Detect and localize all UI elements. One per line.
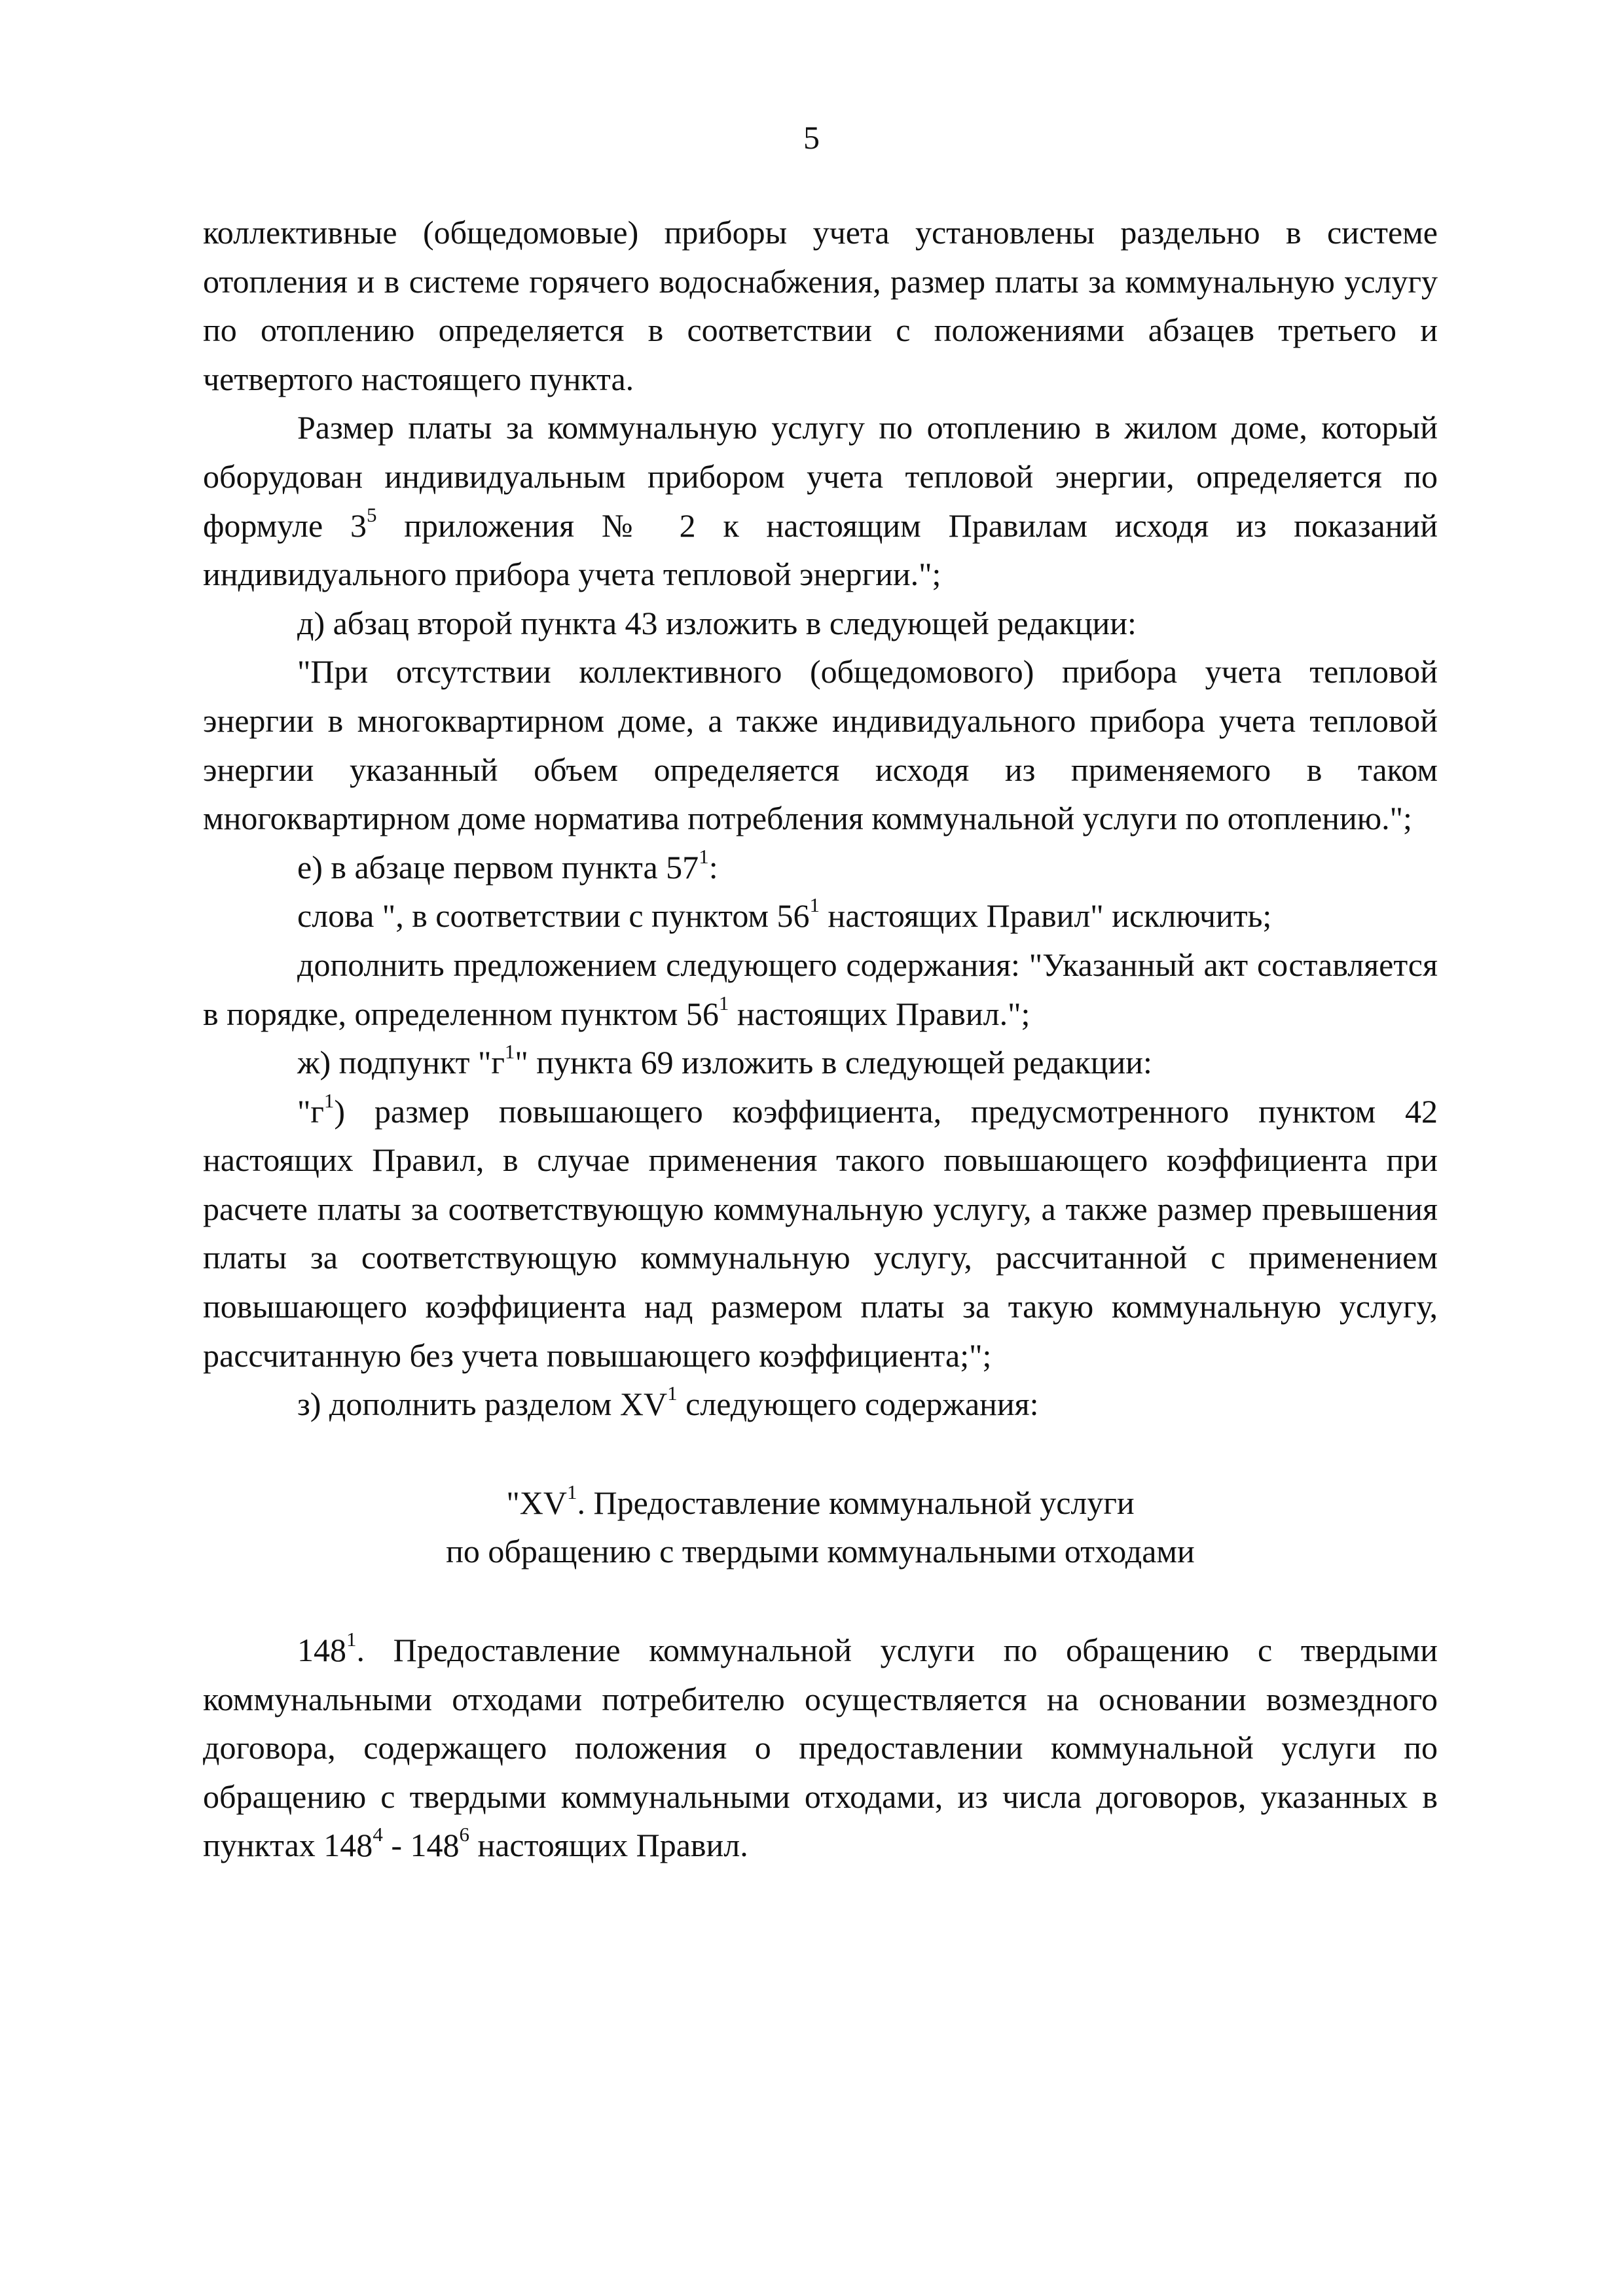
- paragraph-text: слова ", в соответствии с пунктом 56: [297, 897, 810, 935]
- superscript: 1: [667, 1382, 678, 1405]
- paragraph-item-e: [203, 843, 1438, 892]
- paragraph-item-e-words: [203, 891, 1438, 941]
- superscript: 1: [567, 1480, 577, 1503]
- paragraph-text: настоящих Правил.: [469, 1827, 748, 1864]
- paragraph-item-z: [203, 1380, 1438, 1429]
- page-number: 5: [803, 119, 820, 156]
- superscript: 1: [504, 1039, 515, 1063]
- paragraph-text: настоящих Правил" исключить;: [820, 897, 1272, 935]
- paragraph-text: "При отсутствии коллективного (общедомового) прибора учета тепловой энергии в многоквартирном доме, а также индивидуального прибора учета тепловой энергии указанный объем определяется исходя из применяемого в таком многоквартирном доме норматива потребления коммунальной услуги по отоплению.";: [203, 653, 1438, 837]
- paragraph-text: 148: [297, 1632, 346, 1669]
- paragraph-item-zh-text: [203, 1087, 1438, 1380]
- paragraph-text: дополнить предложением следующего содержания: "Указанный акт составляется в порядке, определенном пунктом 56: [203, 946, 1438, 1032]
- paragraph-item-e-supplement: [203, 941, 1438, 1038]
- paragraph-text: . Предоставление коммунальной услуги по обращению с твердыми коммунальными отходами потребителю осуществляется на основании возмездного договора, содержащего положения о предоставлении коммунальной услуги по обращению с твердыми коммунальными отходами, из числа договоров, указанных в пунктах 148: [203, 1632, 1438, 1864]
- paragraph-text: ) размер повышающего коэффициента, предусмотренного пунктом 42 настоящих Правил, в случае применения такого повышающего коэффициента при расчете платы за соответствующую коммунальную услугу, а также размер превышения платы за соответствующую коммунальную услугу, рассчитанной с применением повышающего коэффициента над размером платы за такую коммунальную услугу, рассчитанную без учета повышающего коэффициента;";: [203, 1092, 1438, 1374]
- paragraph-text: д) абзац второй пункта 43 изложить в следующей редакции:: [297, 604, 1137, 641]
- paragraph-text: - 148: [382, 1827, 460, 1864]
- heading-text: . Предоставление коммунальной услуги: [577, 1484, 1135, 1521]
- heading-text: по обращению с твердыми коммунальными отходами: [446, 1533, 1195, 1570]
- superscript: 6: [459, 1823, 469, 1846]
- heading-text: "XV: [506, 1484, 567, 1521]
- paragraph-text: коллективные (общедомовые) приборы учета установлены раздельно в системе отопления и в системе горячего водоснабжения, размер платы за коммунальную услугу по отоплению определяется в соответствии с положениями абзацев третьего и четвертого настоящего пункта.: [203, 214, 1438, 397]
- section-heading: [203, 1479, 1438, 1576]
- paragraph-item-zh: [203, 1038, 1438, 1087]
- superscript: 5: [367, 503, 377, 526]
- superscript: 1: [346, 1627, 357, 1651]
- paragraph-text: Размер платы за коммунальную услугу по отоплению в жилом доме, который оборудован индивидуальным прибором учета тепловой энергии, определяется по формуле 3: [203, 409, 1438, 544]
- paragraph-text: :: [708, 848, 718, 886]
- paragraph-text: з) дополнить разделом XV: [297, 1386, 668, 1423]
- superscript: 1: [809, 893, 820, 917]
- paragraph-text: ж) подпункт "г: [297, 1044, 505, 1081]
- paragraph-text: приложения № 2 к настоящим Правилам исходя из показаний индивидуального прибора учета тепловой энергии.";: [203, 507, 1438, 593]
- paragraph-148-1: [203, 1626, 1438, 1870]
- paragraph-continuation: [203, 208, 1438, 403]
- paragraph-text: " пункта 69 изложить в следующей редакции:: [515, 1044, 1152, 1081]
- paragraph-text: следующего содержания:: [677, 1386, 1039, 1423]
- superscript: 1: [323, 1088, 335, 1112]
- paragraph-item-d-text: [203, 647, 1438, 842]
- superscript: 4: [373, 1823, 383, 1846]
- paragraph-text: "г: [297, 1092, 324, 1130]
- paragraph-heating-individual-meter: [203, 403, 1438, 598]
- document-body: [203, 208, 1438, 1870]
- superscript: 1: [718, 991, 729, 1014]
- superscript: 1: [699, 844, 709, 868]
- paragraph-item-d: [203, 599, 1438, 648]
- paragraph-text: настоящих Правил.";: [729, 995, 1030, 1032]
- paragraph-text: е) в абзаце первом пункта 57: [297, 848, 699, 886]
